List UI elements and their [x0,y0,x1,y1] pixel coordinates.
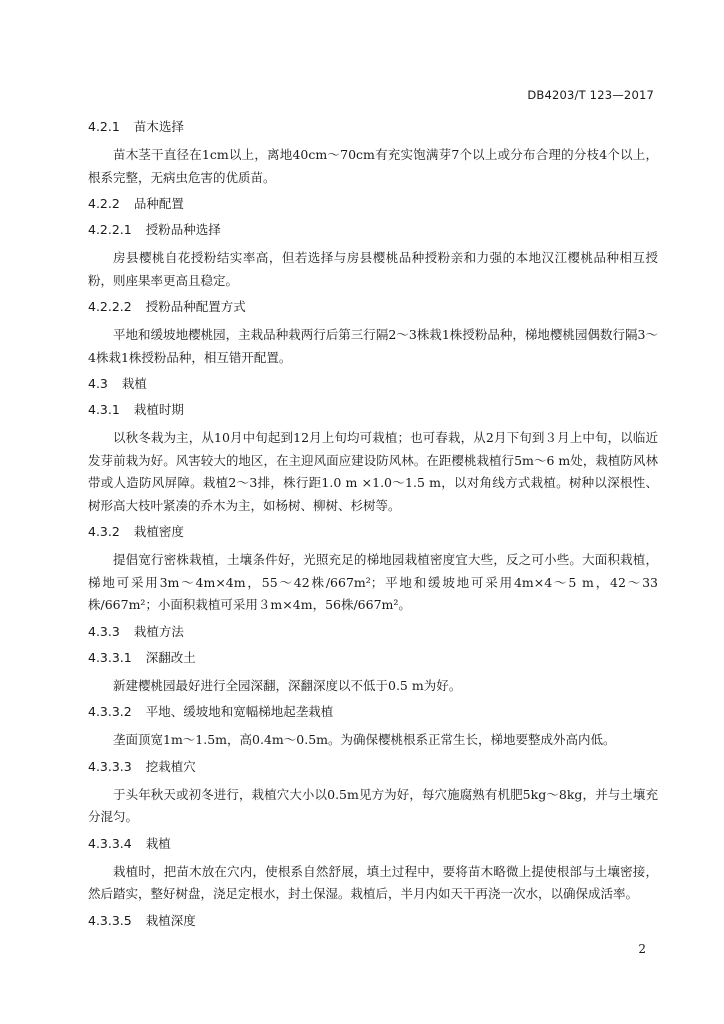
paragraph-planting-procedure: 栽植时，把苗木放在穴内，使根系自然舒展，填土过程中，要将苗木略微上提使根部与土壤密接，然后踏实，整好树盘，浇足定根水，封土保湿。栽植后，半月内如天干再浇一次水，以确保成活率。 [88,863,658,901]
page-number: 2 [638,942,646,956]
section-heading-4-2-1: 4.2.1 苗木选择 [88,119,184,134]
section-heading-4-3-1: 4.3.1 栽植时期 [88,402,184,417]
paragraph-pollinator-selection: 房县樱桃自花授粉结实率高，但若选择与房县樱桃品种授粉亲和力强的本地汉江樱桃品种相互授粉，则座果率更高且稳定。 [88,250,658,288]
section-heading-4-3-3: 4.3.3 栽植方法 [88,623,184,639]
section-heading-4-3-3-2: 4.3.3.2 平地、缓坡地和宽幅梯地起垄栽植 [88,704,334,719]
standard-code: DB4203/T 123—2017 [527,88,654,102]
paragraph-deep-plowing: 新建樱桃园最好进行全园深翻，深翻深度以不低于0.5 m为好。 [113,677,462,693]
document-body [88,118,658,938]
section-heading-4-3-2: 4.3.2 栽植密度 [88,524,184,539]
section-heading-4-2-2: 4.2.2 品种配置 [88,196,184,211]
paragraph-planting-density: 提倡宽行密株栽植，土壤条件好，光照充足的梯地园栽植密度宜大些，反之可小些。大面积栽植，梯地可采用3m～4m×4m，55～42株/667m²；平地和缓坡地可采用4m×4～5 m，42～33株/667m²；小面积栽植可采用３m×4m，56株/667m²。 [88,552,658,612]
section-heading-4-3: 4.3 栽植 [88,376,147,391]
paragraph-digging-holes: 于头年秋天或初冬进行，栽植穴大小以0.5m见方为好，每穴施腐熟有机肥5kg～8kg，并与土壤充分混匀。 [88,786,658,824]
paragraph-planting-time: 以秋冬栽为主，从10月中旬起到12月上旬均可栽植；也可春栽，从2月下旬到３月上中旬，以临近发芽前栽为好。风害较大的地区，在主迎风面应建设防风林。在距樱桃栽植行5m～6 m处，栽植防风林带或人造防风屏障。栽植2～3排，株行距1.0 m ×1.0～1.5 m，以对角线方式栽植。树种以深根性、树形高大枝叶紧凑的乔木为主，如杨树、柳树、杉树等。 [88,430,658,513]
section-heading-4-3-3-3: 4.3.3.3 挖栽植穴 [88,758,196,774]
section-heading-4-3-3-4: 4.3.3.4 栽植 [88,835,171,851]
section-heading-4-3-3-5: 4.3.3.5 栽植深度 [88,912,196,928]
section-heading-4-2-2-2: 4.2.2.2 授粉品种配置方式 [88,299,246,314]
section-heading-4-2-2-1: 4.2.2.1 授粉品种选择 [88,222,221,237]
paragraph-seedling-selection: 苗木茎干直径在1cm以上，离地40cm～70cm有充实饱满芽7个以上或分布合理的分枝4个以上，根系完整，无病虫危害的优质苗。 [88,147,658,185]
paragraph-pollinator-arrangement: 平地和缓坡地樱桃园，主栽品种栽两行后第三行隔2～3株栽1株授粉品种，梯地樱桃园偶数行隔3～4株栽1株授粉品种，相互错开配置。 [88,327,658,365]
paragraph-ridge-planting: 垄面顶宽1m～1.5m，高0.4m～0.5m。为确保樱桃根系正常生长，梯地要整成外高内低。 [113,732,616,747]
section-heading-4-3-3-1: 4.3.3.1 深翻改土 [88,649,196,665]
